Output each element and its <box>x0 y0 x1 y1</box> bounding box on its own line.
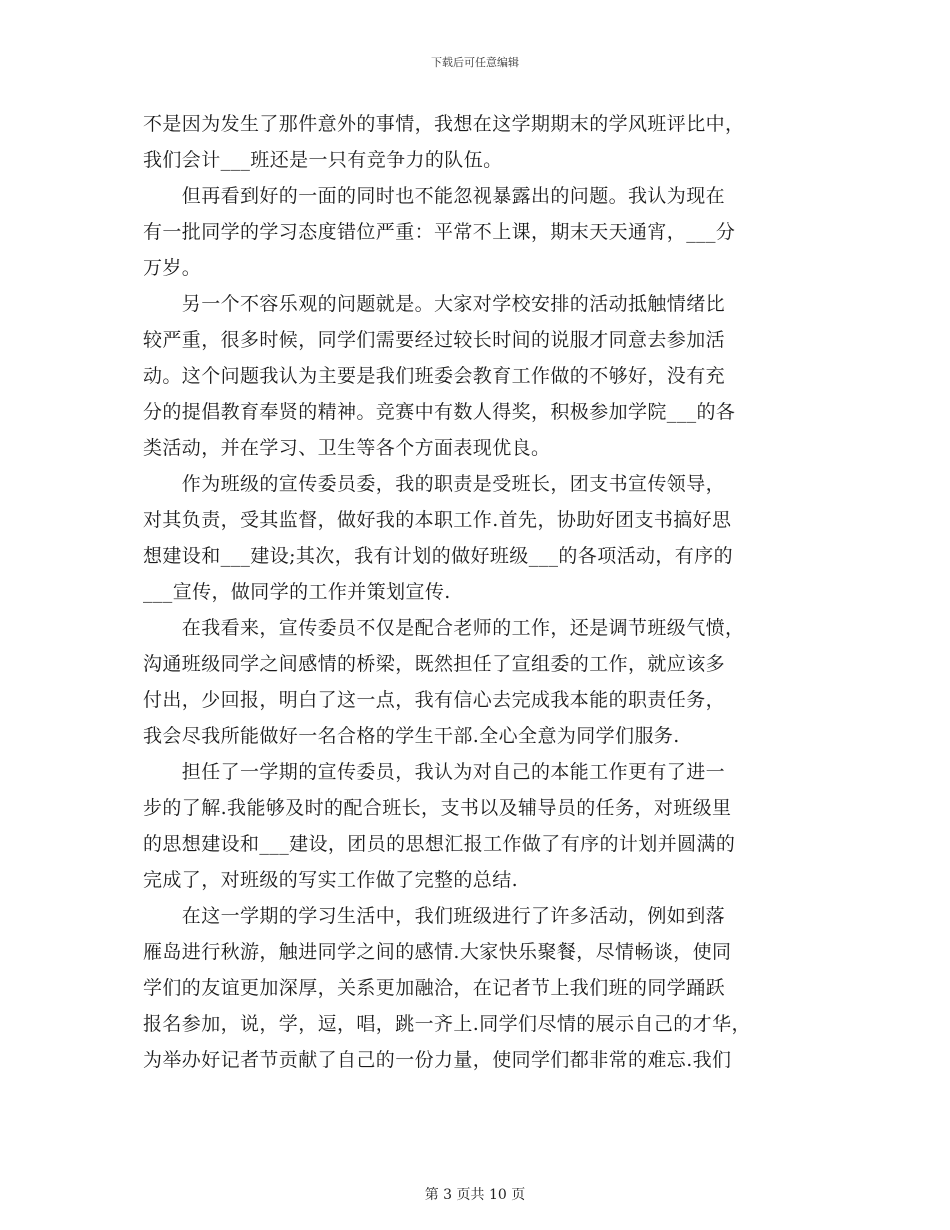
text-line: 想建设和___建设;其次，我有计划的做好班级___的各项活动，有序的 <box>143 545 734 567</box>
text-line: ___宣传，做同学的工作并策划宣传. <box>143 581 451 603</box>
text-line: 有一批同学的学习态度错位严重：平常不上课，期末天天通宵，___分 <box>143 221 736 243</box>
text-line: 但再看到好的一面的同时也不能忽视暴露出的问题。我认为现在 <box>143 185 726 207</box>
text-line: 万岁。 <box>143 257 202 279</box>
text-line: 为举办好记者节贡献了自己的一份力量，使同学们都非常的难忘.我们 <box>143 1049 732 1071</box>
text-line: 不是因为发生了那件意外的事情，我想在这学期期末的学风班评比中， <box>143 113 745 135</box>
text-line: 的思想建设和___建设，团员的思想汇报工作做了有序的计划并圆满的 <box>143 833 736 855</box>
text-line: 动。这个问题我认为主要是我们班委会教育工作做的不够好，没有充 <box>143 365 726 387</box>
text-line: 担任了一学期的宣传委员，我认为对自己的本能工作更有了进一 <box>143 761 726 783</box>
text-line: 学们的友谊更加深厚，关系更加融洽，在记者节上我们班的同学踊跃 <box>143 977 726 999</box>
text-line: 雁岛进行秋游，触进同学之间的感情.大家快乐聚餐，尽情畅谈，使同 <box>143 941 732 963</box>
text-line: 作为班级的宣传委员委，我的职责是受班长，团支书宣传领导， <box>143 473 726 495</box>
text-line: 我们会计___班还是一只有竞争力的队伍。 <box>143 149 503 171</box>
text-line: 对其负责，受其监督，做好我的本职工作.首先，协助好团支书搞好思 <box>143 509 732 531</box>
page-footer: 第 3 页共 10 页 <box>424 1187 526 1203</box>
text-line: 较严重，很多时候，同学们需要经过较长时间的说服才同意去参加活 <box>143 329 726 351</box>
text-line: 完成了，对班级的写实工作做了完整的总结. <box>143 869 519 891</box>
text-line: 报名参加，说，学，逗，唱，跳一齐上.同学们尽情的展示自己的才华， <box>143 1013 751 1035</box>
text-line: 沟通班级同学之间感情的桥梁，既然担任了宣组委的工作，就应该多 <box>143 653 726 675</box>
text-line: 我会尽我所能做好一名合格的学生干部.全心全意为同学们服务. <box>143 725 680 747</box>
text-line: 类活动，并在学习、卫生等各个方面表现优良。 <box>143 437 551 459</box>
text-line: 另一个不容乐观的问题就是。大家对学校安排的活动抵触情绪比 <box>143 293 726 315</box>
text-line: 付出，少回报，明白了这一点，我有信心去完成我本能的职责任务， <box>143 689 726 711</box>
text-line: 分的提倡教育奉贤的精神。竞赛中有数人得奖，积极参加学院___的各 <box>143 401 736 423</box>
document-body <box>143 106 813 1078</box>
page-header: 下载后可任意编辑 <box>431 56 519 69</box>
text-line: 步的了解.我能够及时的配合班长，支书以及辅导员的任务，对班级里 <box>143 797 732 819</box>
text-line: 在我看来，宣传委员不仅是配合老师的工作，还是调节班级气愤， <box>143 617 745 639</box>
text-line: 在这一学期的学习生活中，我们班级进行了许多活动，例如到落 <box>143 905 726 927</box>
